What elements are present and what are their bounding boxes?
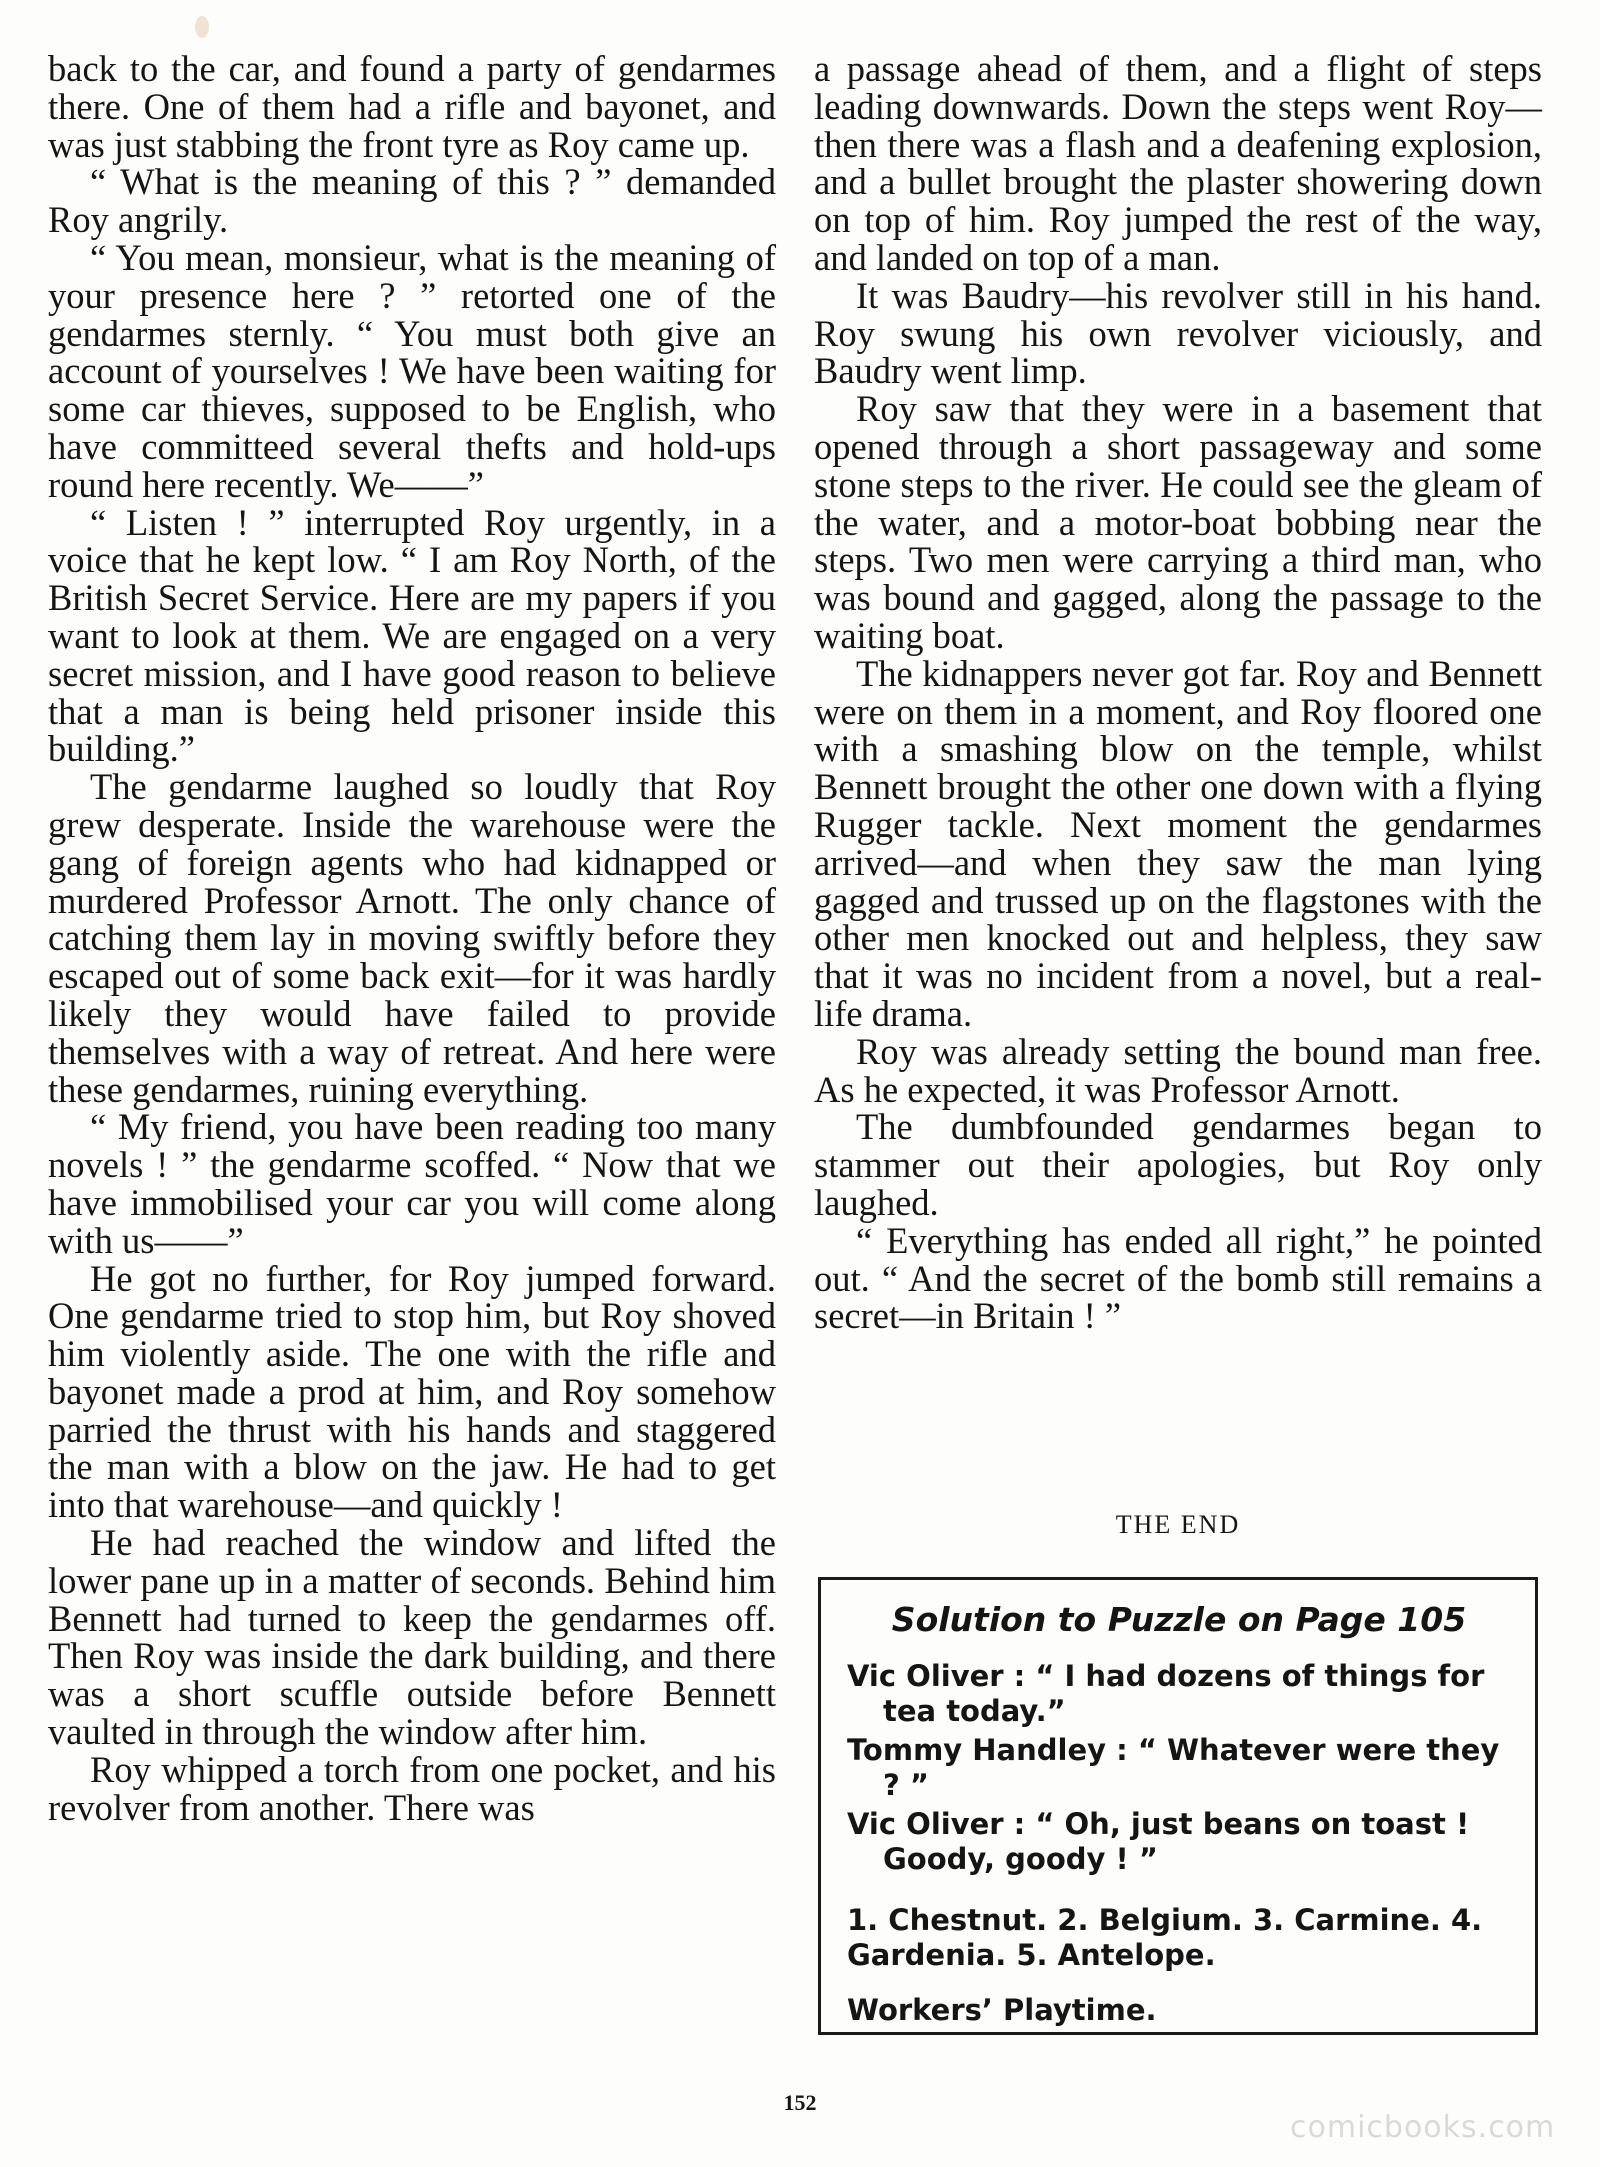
paragraph: The gendarme laughed so loudly that Roy grew desperate. Inside the warehouse were the gang of foreign agents who had kidnapped or murdered Professor Arnott. The only chance of catching them lay in moving swiftly before they escaped out of some back exit—for it was hardly likely they would have failed to provide themselves with a way of retreat. And here were these gendarmes, ruining everything. xyxy=(48,766,776,1110)
paragraph: “ You mean, monsieur, what is the meaning of your presence here ? ” retorted one of the gendarmes sternly. “ You must both give an account of yourselves ! We have been waiting for some car thieves, supposed to be English, who have committeed several thefts and hold-ups round here recently. We——” xyxy=(48,236,776,505)
story-column-left xyxy=(48,50,776,1826)
scan-blemish xyxy=(195,16,209,38)
paragraph: a passage ahead of them, and a flight of steps leading downwards. Down the steps went Roy—then there was a flash and a deafening explosion, and a bullet brought the plaster showering down on top of him. Roy jumped the rest of the way, and landed on top of a man. xyxy=(814,48,1542,278)
paragraph: The dumbfounded gendarmes began to stammer out their apologies, but Roy only laughed. xyxy=(814,1106,1542,1223)
the-end-label: THE END xyxy=(1115,1510,1241,1539)
paragraph: “ Listen ! ” interrupted Roy urgently, in a voice that he kept low. “ I am Roy North, of the British Secret Service. Here are my papers if you want to look at them. We are engaged on a very secret mission, and I have good reason to believe that a man is being held prisoner inside this building.” xyxy=(48,501,776,770)
paragraph: “ What is the meaning of this ? ” demanded Roy angrily. xyxy=(48,161,776,241)
paragraph: Roy whipped a torch from one pocket, and his revolver from another. There was xyxy=(48,1748,776,1828)
dialogue-line: Vic Oliver : “ Oh, just beans on toast ! Goody, goody ! ” xyxy=(847,1807,1470,1876)
page-number: 152 xyxy=(783,2090,817,2115)
dialogue-line: Tommy Handley : “ Whatever were they ? ” xyxy=(847,1733,1500,1802)
watermark: comicbooks.com xyxy=(1290,2110,1556,2145)
puzzle-final-answer: Workers’ Playtime. xyxy=(847,1993,1157,2027)
paragraph: back to the car, and found a party of gendarmes there. One of them had a rifle and bayonet, and was just stabbing the front tyre as Roy came up. xyxy=(48,48,776,165)
paragraph: Roy was already setting the bound man free. As he expected, it was Professor Arnott. xyxy=(814,1030,1542,1110)
paragraph: “ My friend, you have been reading too many novels ! ” the gendarme scoffed. “ Now that we have immobilised your car you will come along with us——” xyxy=(48,1106,776,1261)
puzzle-solution-box xyxy=(818,1577,1538,2035)
paragraph: He had reached the window and lifted the lower pane up in a matter of seconds. Behind him Bennett had turned to keep the gendarmes off. Then Roy was inside the dark building, and there was a short scuffle outside before Bennett vaulted in through the window after him. xyxy=(48,1522,776,1753)
paragraph: The kidnappers never got far. Roy and Bennett were on them in a moment, and Roy floored one with a smashing blow on the temple, whilst Bennett brought the other one down with a flying Rugger tackle. Next moment the gendarmes arrived—and when they saw the man lying gagged and trussed up on the flagstones with the other men knocked out and helpless, they saw that it was no incident from a novel, but a real-life drama. xyxy=(814,652,1542,1034)
puzzle-solution-title: Solution to Puzzle on Page 105 xyxy=(891,1600,1467,1639)
dialogue-line: Vic Oliver : “ I had dozens of things for tea today.” xyxy=(847,1659,1485,1728)
paragraph: “ Everything has ended all right,” he pointed out. “ And the secret of the bomb still remains a secret—in Britain ! ” xyxy=(814,1219,1542,1337)
story-column-right xyxy=(814,50,1542,1335)
puzzle-answers: 1. Chestnut. 2. Belgium. 3. Carmine. 4. Gardenia. 5. Antelope. xyxy=(847,1903,1483,1972)
paragraph: It was Baudry—his revolver still in his hand. Roy swung his own revolver viciously, and Baudry went limp. xyxy=(814,274,1542,392)
paragraph: He got no further, for Roy jumped forward. One gendarme tried to stop him, but Roy shoved him violently aside. The one with the rifle and bayonet made a prod at him, and Roy somehow parried the thrust with his hands and staggered the man with a blow on the jaw. He had to get into that warehouse—and quickly ! xyxy=(48,1257,776,1526)
paragraph: Roy saw that they were in a basement that opened through a short passageway and some stone steps to the river. He could see the gleam of the water, and a motor-boat bobbing near the steps. Two men were carrying a third man, who was bound and gagged, along the passage to the waiting boat. xyxy=(814,388,1542,656)
